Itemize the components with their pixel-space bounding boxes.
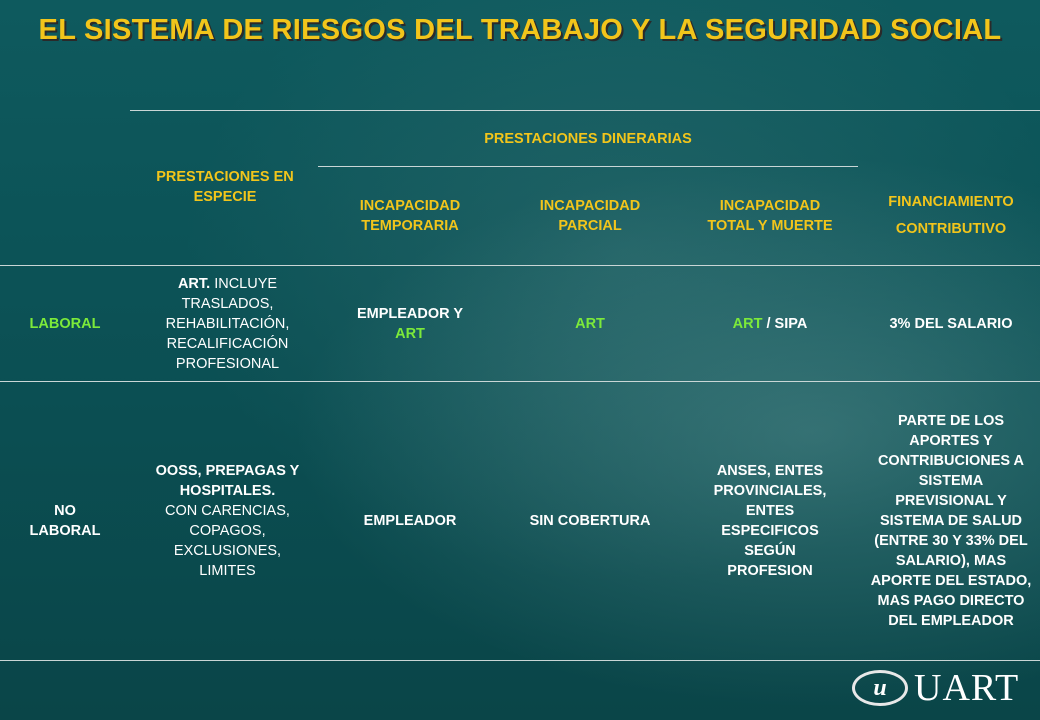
header-parcial: INCAPACIDAD PARCIAL bbox=[539, 198, 641, 234]
laboral-total: ART / SIPA bbox=[732, 315, 808, 332]
header-total: INCAPACIDAD TOTAL Y MUERTE bbox=[707, 198, 833, 234]
table-rule-top bbox=[130, 110, 1040, 111]
no-laboral-especie: OOSS, PREPAGAS Y HOSPITALES. CON CARENCIAS, COPAGOS, EXCLUSIONES, LIMITES bbox=[155, 463, 300, 579]
header-financiamiento: FINANCIAMIENTO CONTRIBUTIVO bbox=[888, 194, 1014, 237]
header-especie: PRESTACIONES EN ESPECIE bbox=[156, 169, 294, 205]
laboral-especie: ART. INCLUYE TRASLADOS, REHABILITACIÓN, RECALIFICACIÓN PROFESIONAL bbox=[165, 275, 290, 372]
no-laboral-parcial: SIN COBERTURA bbox=[529, 513, 651, 529]
uart-logo-icon: u bbox=[852, 670, 908, 706]
no-laboral-total: ANSES, ENTES PROVINCIALES, ENTES ESPECIFICOS SEGÚN PROFESION bbox=[713, 463, 827, 579]
laboral-parcial: ART bbox=[575, 315, 605, 332]
page-title: EL SISTEMA DE RIESGOS DEL TRABAJO Y LA SEGURIDAD SOCIAL bbox=[38, 14, 1002, 46]
uart-logo bbox=[852, 666, 1020, 710]
table-rule-dinerarias bbox=[318, 166, 858, 167]
uart-logo-text: UART bbox=[914, 667, 1020, 709]
laboral-temporaria: EMPLEADOR Y ART bbox=[356, 305, 464, 342]
header-temporaria: INCAPACIDAD TEMPORARIA bbox=[359, 198, 461, 234]
no-laboral-financiamiento: PARTE DE LOS APORTES Y CONTRIBUCIONES A SISTEMA PREVISIONAL Y SISTEMA DE SALUD (ENTRE 30 Y 33% DEL SALARIO), MAS APORTE DEL ESTADO, MAS PAGO DIRECTO DEL EMPLEADOR bbox=[870, 413, 1032, 629]
header-dinerarias: PRESTACIONES DINERARIAS bbox=[484, 131, 692, 147]
row-label-no-laboral: NO LABORAL bbox=[29, 503, 101, 539]
row-label-laboral: LABORAL bbox=[29, 315, 101, 332]
no-laboral-temporaria: EMPLEADOR bbox=[363, 513, 457, 529]
table-rule-row2-bottom bbox=[0, 660, 1040, 661]
laboral-financiamiento: 3% DEL SALARIO bbox=[889, 315, 1013, 332]
